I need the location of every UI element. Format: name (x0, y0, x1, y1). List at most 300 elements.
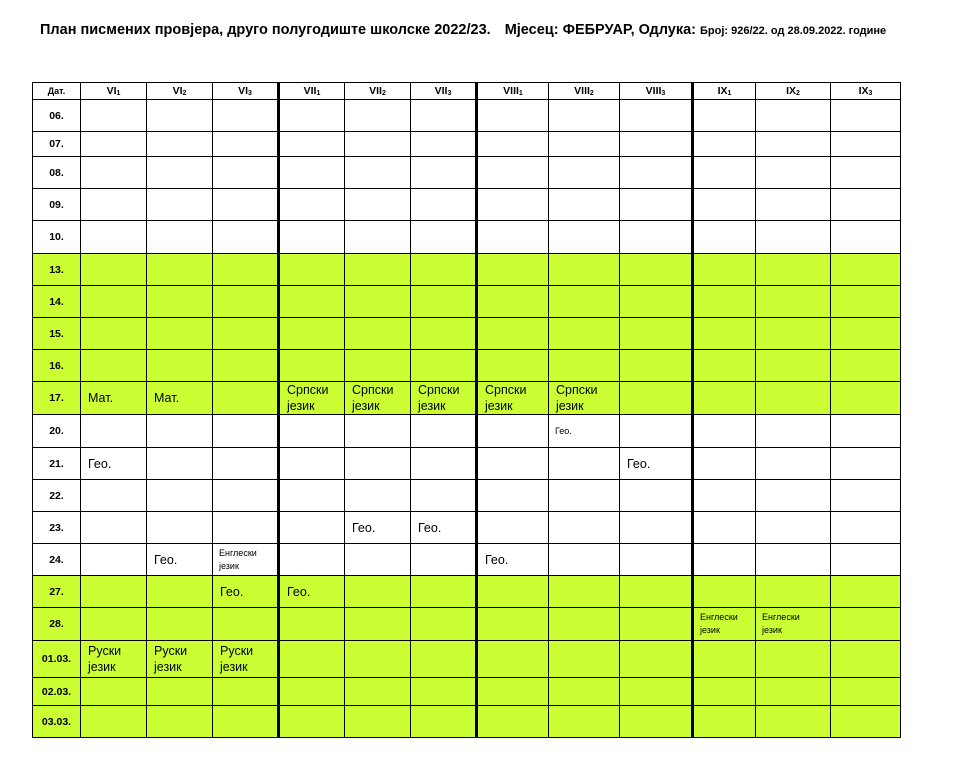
exam-subject-text: језик (418, 399, 446, 413)
exam-cell (279, 100, 345, 132)
exam-subject-text: Енглески (700, 612, 738, 622)
date-cell: 20. (33, 415, 81, 448)
exam-cell (411, 415, 477, 448)
class-column-subscript: 1 (727, 90, 732, 97)
exam-subject-text: језик (154, 660, 182, 674)
exam-cell (477, 678, 549, 706)
exam-subject-text: Српски (352, 383, 394, 397)
exam-subject-text: језик (556, 399, 584, 413)
exam-cell (81, 706, 147, 738)
exam-cell (831, 641, 901, 678)
date-cell: 13. (33, 254, 81, 286)
exam-cell (411, 157, 477, 189)
exam-cell (549, 254, 620, 286)
exam-cell (213, 480, 279, 512)
exam-cell (147, 480, 213, 512)
exam-cell (549, 132, 620, 157)
exam-cell (756, 415, 831, 448)
exam-cell (693, 415, 756, 448)
exam-cell (620, 382, 693, 415)
exam-cell (693, 157, 756, 189)
exam-cell (279, 382, 345, 415)
exam-cell (693, 286, 756, 318)
exam-cell (279, 286, 345, 318)
date-cell: 27. (33, 576, 81, 608)
exam-cell (693, 706, 756, 738)
title-decision-number: Број: 926/22. од 28.09.2022. године (700, 25, 887, 37)
exam-cell (831, 512, 901, 544)
exam-cell (81, 382, 147, 415)
exam-cell (831, 157, 901, 189)
exam-cell (549, 382, 620, 415)
exam-subject-text: Гео. (627, 456, 651, 471)
exam-cell (549, 157, 620, 189)
exam-cell (477, 350, 549, 382)
exam-cell (345, 706, 411, 738)
schedule-row (33, 254, 901, 286)
exam-cell (213, 286, 279, 318)
exam-cell (81, 512, 147, 544)
exam-cell (147, 221, 213, 254)
exam-cell (213, 382, 279, 415)
exam-cell (279, 678, 345, 706)
exam-cell (279, 221, 345, 254)
exam-subject-text: Гео. (555, 425, 572, 436)
exam-cell (81, 318, 147, 350)
exam-cell (693, 350, 756, 382)
class-column-subscript: 2 (796, 90, 800, 97)
exam-cell (213, 132, 279, 157)
schedule-row (33, 706, 901, 738)
exam-subject-text: Гео. (485, 552, 509, 567)
exam-subject-text: Енглески (762, 612, 800, 622)
exam-cell (620, 512, 693, 544)
date-cell: 01.03. (33, 641, 81, 678)
class-column-label: VII (434, 85, 448, 97)
exam-subject-text: Гео. (287, 584, 311, 599)
exam-cell (756, 286, 831, 318)
date-cell: 09. (33, 189, 81, 221)
exam-cell (147, 157, 213, 189)
class-column-label: VII (369, 85, 382, 97)
exam-cell (279, 576, 345, 608)
exam-cell (81, 286, 147, 318)
schedule-row (33, 448, 901, 480)
date-cell: 02.03. (33, 678, 81, 706)
exam-cell (477, 512, 549, 544)
exam-cell (279, 189, 345, 221)
schedule-row (33, 157, 901, 189)
exam-cell (411, 318, 477, 350)
exam-cell (549, 318, 620, 350)
exam-subject-text: Руски (88, 644, 122, 658)
exam-cell (81, 678, 147, 706)
exam-cell (81, 608, 147, 641)
exam-cell (411, 382, 477, 415)
exam-cell (831, 382, 901, 415)
exam-subject-text: Гео. (352, 520, 376, 535)
exam-cell (831, 706, 901, 738)
class-column-header (147, 83, 213, 100)
exam-cell (477, 706, 549, 738)
exam-cell (147, 678, 213, 706)
exam-cell (831, 132, 901, 157)
class-column-subscript: 1 (116, 90, 121, 97)
exam-cell (549, 641, 620, 678)
exam-cell (549, 576, 620, 608)
exam-cell (693, 480, 756, 512)
date-cell: 08. (33, 157, 81, 189)
exam-cell (147, 415, 213, 448)
exam-cell (81, 254, 147, 286)
exam-subject-text: Гео. (418, 520, 442, 535)
exam-cell (756, 448, 831, 480)
exam-cell (620, 480, 693, 512)
class-column-label: IX (858, 85, 869, 97)
exam-cell (345, 678, 411, 706)
exam-cell (411, 641, 477, 678)
exam-cell (831, 448, 901, 480)
exam-cell (756, 706, 831, 738)
class-column-label: VIII (645, 85, 662, 97)
exam-cell (620, 286, 693, 318)
exam-cell (147, 512, 213, 544)
exam-cell (620, 706, 693, 738)
exam-cell (693, 512, 756, 544)
exam-cell (549, 415, 620, 448)
exam-cell (345, 415, 411, 448)
exam-cell (411, 221, 477, 254)
exam-cell (213, 678, 279, 706)
class-column-label: VI (238, 85, 248, 97)
exam-cell (477, 318, 549, 350)
exam-subject-text: језик (88, 660, 116, 674)
title-plan: План писмених провјера, друго полугодиште школске 2022/23. (40, 22, 491, 38)
exam-cell (831, 254, 901, 286)
exam-cell (693, 254, 756, 286)
class-column-subscript: 3 (868, 90, 873, 97)
exam-subject-text: Руски (154, 644, 188, 658)
schedule-row (33, 286, 901, 318)
class-column-subscript: 2 (182, 90, 187, 97)
class-column-header (831, 83, 901, 100)
exam-cell (213, 189, 279, 221)
class-column-subscript: 3 (661, 90, 666, 97)
class-column-header (213, 83, 279, 100)
class-column-subscript: 3 (248, 90, 252, 97)
exam-cell (411, 706, 477, 738)
exam-cell (411, 448, 477, 480)
exam-cell (620, 576, 693, 608)
schedule-row (33, 512, 901, 544)
exam-cell (756, 132, 831, 157)
exam-cell (620, 254, 693, 286)
class-column-header (345, 83, 411, 100)
class-column-header (620, 83, 693, 100)
exam-cell (345, 382, 411, 415)
exam-cell (756, 157, 831, 189)
exam-cell (411, 286, 477, 318)
exam-cell (693, 544, 756, 576)
exam-cell (345, 221, 411, 254)
exam-cell (693, 641, 756, 678)
schedule-row (33, 221, 901, 254)
schedule-row (33, 132, 901, 157)
exam-cell (345, 512, 411, 544)
exam-cell (411, 132, 477, 157)
exam-cell (477, 576, 549, 608)
exam-subject-text: Мат. (154, 391, 180, 405)
class-column-subscript: 1 (518, 90, 523, 97)
exam-cell (831, 415, 901, 448)
exam-cell (213, 641, 279, 678)
class-column-header (477, 83, 549, 100)
exam-cell (549, 189, 620, 221)
exam-cell (345, 576, 411, 608)
exam-cell (477, 286, 549, 318)
date-cell: 07. (33, 132, 81, 157)
exam-cell (345, 318, 411, 350)
exam-cell (279, 608, 345, 641)
exam-subject-text: Гео. (220, 584, 244, 599)
exam-cell (756, 254, 831, 286)
exam-cell (620, 350, 693, 382)
exam-cell (549, 706, 620, 738)
schedule-body (33, 100, 901, 738)
exam-cell (831, 286, 901, 318)
date-column-header: Дат. (33, 83, 81, 100)
date-cell: 15. (33, 318, 81, 350)
exam-cell (756, 221, 831, 254)
exam-cell (147, 448, 213, 480)
exam-cell (345, 100, 411, 132)
exam-cell (147, 706, 213, 738)
exam-cell (345, 608, 411, 641)
schedule-row (33, 350, 901, 382)
exam-cell (477, 221, 549, 254)
exam-cell (279, 480, 345, 512)
exam-cell (81, 189, 147, 221)
exam-cell (345, 350, 411, 382)
exam-cell (693, 576, 756, 608)
exam-cell (831, 480, 901, 512)
schedule-row (33, 608, 901, 641)
class-column-header (756, 83, 831, 100)
exam-cell (831, 318, 901, 350)
exam-cell (549, 678, 620, 706)
exam-cell (756, 100, 831, 132)
exam-cell (81, 350, 147, 382)
exam-cell (279, 448, 345, 480)
exam-cell (147, 608, 213, 641)
exam-cell (411, 678, 477, 706)
exam-cell (549, 350, 620, 382)
exam-cell (279, 415, 345, 448)
exam-cell (831, 221, 901, 254)
date-cell: 16. (33, 350, 81, 382)
date-cell: 22. (33, 480, 81, 512)
exam-cell (620, 415, 693, 448)
exam-cell (477, 254, 549, 286)
exam-cell (756, 189, 831, 221)
schedule-row (33, 318, 901, 350)
class-column-header (81, 83, 147, 100)
exam-cell (279, 350, 345, 382)
class-column-subscript: 1 (316, 90, 321, 97)
date-cell: 17. (33, 382, 81, 415)
exam-cell (279, 641, 345, 678)
exam-cell (345, 132, 411, 157)
exam-cell (831, 544, 901, 576)
exam-cell (411, 189, 477, 221)
exam-cell (345, 157, 411, 189)
exam-cell (756, 350, 831, 382)
exam-cell (831, 608, 901, 641)
exam-cell (549, 544, 620, 576)
class-column-subscript: 2 (589, 90, 594, 97)
exam-cell (147, 318, 213, 350)
exam-cell (831, 100, 901, 132)
exam-subject-text: Гео. (154, 552, 178, 567)
exam-cell (693, 382, 756, 415)
exam-cell (81, 641, 147, 678)
exam-cell (147, 189, 213, 221)
exam-subject-text: језик (220, 660, 248, 674)
page-title (40, 22, 886, 38)
schedule-row (33, 415, 901, 448)
exam-cell (411, 100, 477, 132)
exam-cell (693, 608, 756, 641)
exam-cell (147, 576, 213, 608)
exam-cell (345, 480, 411, 512)
exam-cell (81, 157, 147, 189)
exam-cell (756, 544, 831, 576)
exam-cell (213, 350, 279, 382)
exam-subject-text: језик (219, 560, 239, 571)
exam-cell (279, 512, 345, 544)
exam-cell (693, 318, 756, 350)
class-column-label: VIII (503, 85, 519, 97)
exam-cell (81, 448, 147, 480)
exam-cell (213, 706, 279, 738)
exam-cell (693, 221, 756, 254)
exam-cell (213, 608, 279, 641)
exam-subject-text: језик (352, 399, 380, 413)
exam-cell (279, 706, 345, 738)
exam-cell (345, 544, 411, 576)
schedule-row (33, 544, 901, 576)
exam-subject-text: Мат. (88, 391, 114, 405)
exam-subject-text: језик (485, 399, 513, 413)
exam-subject-text: Гео. (88, 456, 112, 471)
class-column-header (279, 83, 345, 100)
exam-cell (831, 678, 901, 706)
exam-cell (756, 608, 831, 641)
exam-cell (620, 641, 693, 678)
class-column-label: VII (303, 85, 317, 97)
date-cell: 14. (33, 286, 81, 318)
exam-cell (147, 350, 213, 382)
exam-cell (147, 641, 213, 678)
exam-subject-text: Српски (556, 383, 598, 397)
exam-subject-text: језик (287, 399, 315, 413)
exam-cell (693, 100, 756, 132)
exam-cell (213, 318, 279, 350)
exam-cell (345, 254, 411, 286)
exam-cell (620, 448, 693, 480)
exam-cell (147, 132, 213, 157)
header-row (33, 83, 901, 100)
exam-cell (147, 100, 213, 132)
exam-cell (147, 382, 213, 415)
exam-cell (477, 641, 549, 678)
exam-cell (477, 544, 549, 576)
exam-subject-text: Српски (485, 383, 527, 397)
exam-cell (147, 544, 213, 576)
exam-cell (279, 132, 345, 157)
exam-cell (831, 576, 901, 608)
exam-cell (756, 318, 831, 350)
exam-cell (756, 512, 831, 544)
exam-cell (147, 286, 213, 318)
exam-cell (549, 480, 620, 512)
exam-cell (345, 641, 411, 678)
exam-cell (620, 544, 693, 576)
exam-cell (477, 480, 549, 512)
date-cell: 21. (33, 448, 81, 480)
class-column-header (549, 83, 620, 100)
exam-cell (411, 254, 477, 286)
schedule-table (32, 82, 901, 738)
class-column-header (693, 83, 756, 100)
exam-cell (549, 286, 620, 318)
schedule-row (33, 576, 901, 608)
exam-cell (411, 544, 477, 576)
exam-cell (81, 544, 147, 576)
exam-cell (693, 448, 756, 480)
date-cell: 10. (33, 221, 81, 254)
exam-cell (831, 350, 901, 382)
class-column-label: VI (106, 85, 117, 97)
exam-cell (81, 221, 147, 254)
class-column-label: VI (172, 85, 183, 97)
class-column-label: IX (717, 85, 728, 97)
exam-cell (345, 286, 411, 318)
exam-cell (477, 415, 549, 448)
date-cell: 06. (33, 100, 81, 132)
exam-cell (213, 544, 279, 576)
exam-cell (756, 678, 831, 706)
schedule-row (33, 480, 901, 512)
exam-cell (620, 132, 693, 157)
exam-cell (549, 221, 620, 254)
exam-cell (620, 318, 693, 350)
date-cell: 23. (33, 512, 81, 544)
exam-cell (279, 254, 345, 286)
schedule-row (33, 382, 901, 415)
exam-cell (411, 512, 477, 544)
exam-cell (213, 576, 279, 608)
exam-cell (213, 254, 279, 286)
exam-cell (345, 189, 411, 221)
schedule-row (33, 100, 901, 132)
exam-cell (477, 157, 549, 189)
exam-cell (213, 221, 279, 254)
exam-cell (81, 132, 147, 157)
exam-cell (279, 157, 345, 189)
schedule-row (33, 189, 901, 221)
exam-subject-text: Руски (220, 644, 254, 658)
